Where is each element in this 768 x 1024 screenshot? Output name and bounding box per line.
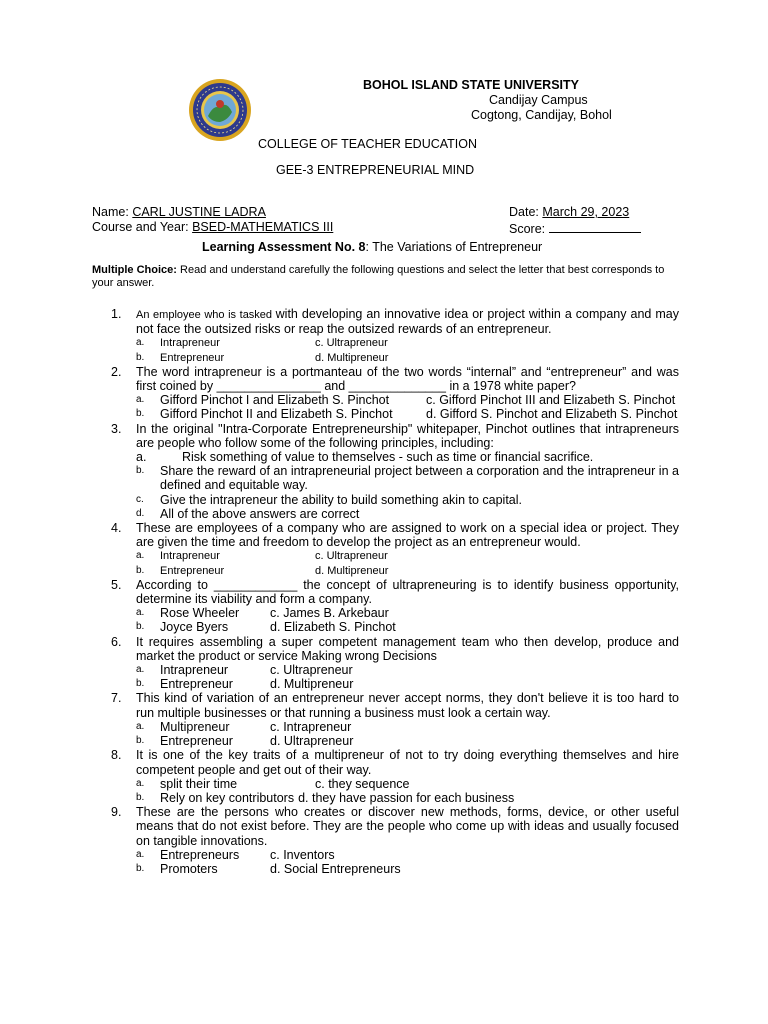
option-b: Entrepreneur <box>160 564 225 577</box>
option-letter: a. <box>136 848 145 860</box>
course-label: Course and Year: <box>92 220 189 234</box>
option-letter: b. <box>136 408 145 420</box>
question-number: 7. <box>111 691 122 706</box>
instructions <box>92 264 684 290</box>
option-d: d. Ultrapreneur <box>270 734 354 749</box>
option-letter: d. <box>136 507 145 519</box>
question-3 <box>111 422 679 450</box>
question-6 <box>111 635 679 663</box>
question-text <box>136 307 679 336</box>
option-b: Promoters <box>160 861 218 876</box>
option-a: Intrapreneur <box>160 337 220 350</box>
option-letter: a. <box>136 607 145 619</box>
question-number: 9. <box>111 805 122 820</box>
score-blank <box>549 220 641 233</box>
option-letter: b. <box>136 564 145 576</box>
option-a: Entrepreneurs <box>160 847 240 862</box>
option-b: Entrepreneur <box>160 677 233 692</box>
option-letter: c. <box>136 493 144 505</box>
name-line <box>92 205 266 219</box>
question-text: It requires assembling a super competent management team who then develop, produce and market the product or service Making wrong Decisions <box>136 634 679 663</box>
options <box>136 848 679 876</box>
score-line <box>509 220 641 236</box>
question-7 <box>111 691 679 719</box>
question-text: According to ____________ the concept of ultrapreneuring is to identify business opportunity, determine its viability and form a company. <box>136 577 679 607</box>
option-d: d. Multipreneur <box>315 351 389 364</box>
option-c: c. Ultrapreneur <box>315 550 388 563</box>
question-text-part: with developing an innovative idea or project within a company and may not face the outsized risks or reap the outsized rewards of an entrepreneur. <box>136 307 679 337</box>
question-2 <box>111 365 679 393</box>
campus-address: Cogtong, Candijay, Bohol <box>471 108 612 122</box>
option-c: c. they sequence <box>315 776 410 791</box>
option-b: Gifford Pinchot II and Elizabeth S. Pinchot <box>160 407 393 422</box>
options <box>136 549 679 577</box>
option-a: Risk something of value to themselves - such as time or financial sacrifice. <box>182 450 594 465</box>
option-letter: a. <box>136 550 145 562</box>
option-letter: a. <box>136 337 145 349</box>
options <box>136 606 679 634</box>
assessment-title <box>202 240 542 254</box>
option-d: d. Multipreneur <box>315 564 389 577</box>
option-c: Give the intrapreneur the ability to build something akin to capital. <box>160 492 523 507</box>
option-d: d. Gifford S. Pinchot and Elizabeth S. Pinchot <box>426 407 678 422</box>
option-letter: a. <box>136 664 145 676</box>
question-text: This kind of variation of an entrepreneur never accept norms, they don't believe it is too hard to run multiple businesses or that running a business must look a certain way. <box>136 691 679 720</box>
option-a: Rose Wheeler <box>160 606 240 621</box>
option-letter: b. <box>136 621 145 633</box>
question-text: In the original "Intra-Corporate Entrepreneurship" whitepaper, Pinchot outlines that intrapreneurs are people who follow some of the following principles, including: <box>136 421 679 450</box>
option-b: Entrepreneur <box>160 734 233 749</box>
assessment-subtitle: : The Variations of Entrepreneur <box>365 240 543 254</box>
course-title: GEE-3 ENTREPRENEURIAL MIND <box>276 163 475 177</box>
question-1 <box>111 307 679 336</box>
college-name: COLLEGE OF TEACHER EDUCATION <box>258 137 478 151</box>
date-label: Date: <box>509 205 539 219</box>
option-d: d. they have passion for each business <box>298 790 515 805</box>
question-text: These are the persons who creates or discover new methods, forms, device, or other useful means that do not exist before. They are the people who come up with ideas and usually focused on tangible innovations. <box>136 805 679 848</box>
question-list <box>111 307 679 876</box>
university-name: BOHOL ISLAND STATE UNIVERSITY <box>363 78 579 92</box>
question-8 <box>111 748 679 776</box>
options <box>136 663 679 691</box>
option-a: Intrapreneur <box>160 550 220 563</box>
option-a: split their time <box>160 776 238 791</box>
option-b: Rely on key contributors <box>160 790 295 805</box>
instructions-label: Multiple Choice: <box>92 264 177 276</box>
option-letter: b. <box>136 678 145 690</box>
course-line <box>92 220 333 234</box>
option-a: Gifford Pinchot I and Elizabeth S. Pinchot <box>160 393 390 408</box>
option-b: Share the reward of an intrapreneurial project between a corporation and the intrapreneur in a defined and equitable way. <box>160 464 679 493</box>
option-letter: b. <box>136 465 145 477</box>
option-b: Joyce Byers <box>160 620 229 635</box>
assessment-label: Learning Assessment No. 8 <box>202 240 366 254</box>
option-letter: a. <box>136 394 145 406</box>
option-letter: a. <box>136 720 145 732</box>
option-d: d. Social Entrepreneurs <box>270 861 401 876</box>
option-letter: a. <box>136 777 145 789</box>
option-a: Intrapreneur <box>160 663 229 678</box>
university-seal-logo <box>188 78 252 142</box>
options <box>136 336 679 364</box>
option-c: c. Ultrapreneur <box>270 663 353 678</box>
option-d: d. Multipreneur <box>270 677 354 692</box>
options <box>136 777 679 805</box>
option-letter: a. <box>136 450 147 465</box>
question-text: The word intrapreneur is a portmanteau of the two words “internal” and “entrepreneur” and was first coined by _______________ and ______________ in a 1978 white paper? <box>136 364 679 394</box>
question-number: 4. <box>111 521 122 536</box>
option-d: All of the above answers are correct <box>160 506 360 521</box>
option-letter: b. <box>136 791 145 803</box>
question-4 <box>111 521 679 549</box>
options <box>136 393 679 421</box>
question-5 <box>111 578 679 606</box>
option-letter: b. <box>136 862 145 874</box>
question-number: 3. <box>111 421 122 436</box>
question-number: 2. <box>111 364 122 379</box>
question-number: 8. <box>111 748 122 763</box>
date-line <box>509 205 629 219</box>
question-text: It is one of the key traits of a multipreneur of not to try doing everything themselves and hire competent people and get out of their way. <box>136 748 679 777</box>
question-number: 1. <box>111 307 122 321</box>
question-text-part: An employee who is tasked <box>136 309 276 321</box>
campus-name: Candijay Campus <box>489 93 588 107</box>
question-text: These are employees of a company who are assigned to work on a special idea or project. They are given the time and freedom to develop the project as an entrepreneur would. <box>136 521 679 550</box>
option-a: Multipreneur <box>160 719 230 734</box>
question-9 <box>111 805 679 848</box>
date-value: March 29, 2023 <box>542 205 630 219</box>
course-year: BSED-MATHEMATICS III <box>192 220 334 234</box>
instructions-text: Read and understand carefully the following questions and select the letter that best corresponds to your answer. <box>92 264 665 289</box>
option-d: d. Elizabeth S. Pinchot <box>270 620 396 635</box>
question-number: 5. <box>111 577 122 592</box>
option-c: c. James B. Arkebaur <box>270 606 389 621</box>
option-letter: b. <box>136 351 145 363</box>
option-c: c. Ultrapreneur <box>315 337 388 350</box>
name-label: Name: <box>92 205 129 219</box>
option-b: Entrepreneur <box>160 351 225 364</box>
student-name: CARL JUSTINE LADRA <box>132 205 266 219</box>
option-c: c. Gifford Pinchot III and Elizabeth S. Pinchot <box>426 393 676 408</box>
option-c: c. Inventors <box>270 847 335 862</box>
option-letter: b. <box>136 735 145 747</box>
options <box>136 450 679 521</box>
options <box>136 720 679 748</box>
option-c: c. Intrapreneur <box>270 719 352 734</box>
score-label: Score: <box>509 222 546 236</box>
question-number: 6. <box>111 634 122 649</box>
